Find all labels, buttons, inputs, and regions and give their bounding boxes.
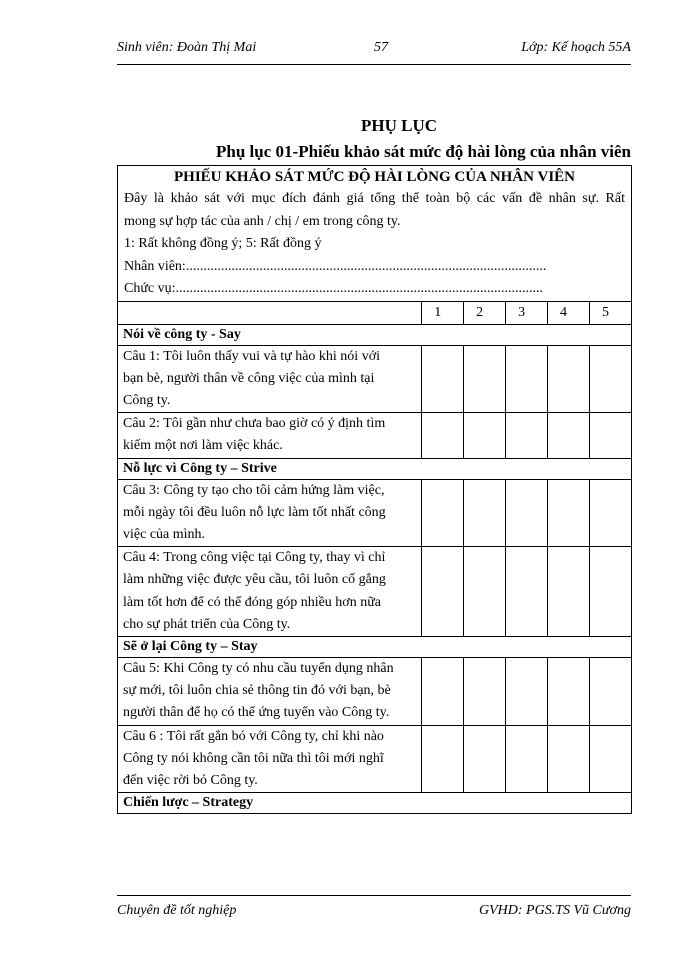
- question-3-text: [118, 479, 422, 547]
- rating-cell-q3-3[interactable]: [506, 479, 548, 547]
- question-text-line: cho sự phát triển của Công ty.: [123, 616, 291, 632]
- rating-cell-q1-4[interactable]: [548, 345, 590, 413]
- rating-cell-q6-5[interactable]: [589, 725, 631, 793]
- employee-name-field[interactable]: Nhân viên:.......................................................................................................: [124, 258, 547, 274]
- survey-intro-row: [118, 166, 632, 302]
- rating-cell-q5-5[interactable]: [589, 657, 631, 725]
- rating-cell-q6-1[interactable]: [422, 725, 464, 793]
- appendix-subtitle: Phụ lục 01-Phiếu khảo sát mức độ hài lòng của nhân viên: [216, 142, 631, 161]
- section-row: [118, 636, 632, 657]
- rating-cell-q2-2[interactable]: [464, 413, 506, 458]
- question-text-line: kiếm một nơi làm việc khác.: [123, 438, 283, 454]
- question-text-line: Câu 3: Công ty tạo cho tôi cảm hứng làm việc,: [123, 482, 385, 498]
- rating-cell-q4-3[interactable]: [506, 547, 548, 637]
- question-text-line: việc của mình.: [123, 526, 206, 542]
- page-footer: [117, 903, 631, 923]
- question-row: [118, 725, 632, 793]
- section-heading: Sẽ ở lại Công ty – Stay: [118, 636, 632, 657]
- rating-cell-q2-1[interactable]: [422, 413, 464, 458]
- question-1-text: [118, 345, 422, 413]
- page-number: 57: [374, 40, 388, 55]
- question-text-line: Câu 6 : Tôi rất gắn bó với Công ty, chỉ khi nào: [123, 728, 384, 744]
- survey-heading: PHIẾU KHẢO SÁT MỨC ĐỘ HÀI LÒNG CỦA NHÂN VIÊN: [173, 169, 575, 185]
- scale-header-1: 1: [422, 301, 464, 324]
- rating-cell-q4-2[interactable]: [464, 547, 506, 637]
- appendix-title: PHỤ LỤC: [360, 116, 438, 135]
- question-row: [118, 479, 632, 547]
- question-4-text: [118, 547, 422, 637]
- question-row: [118, 657, 632, 725]
- question-6-text: [118, 725, 422, 793]
- question-text-line: làm tốt hơn để có thể đóng góp nhiều hơn nữa: [123, 594, 382, 610]
- rating-cell-q5-4[interactable]: [548, 657, 590, 725]
- scale-header-5: 5: [589, 301, 631, 324]
- scale-header-3: 3: [506, 301, 548, 324]
- rating-cell-q1-5[interactable]: [589, 345, 631, 413]
- section-row: [118, 324, 632, 345]
- intro-text-line-2: mong sự hợp tác của anh / chị / em trong công ty.: [124, 213, 401, 229]
- scale-header-blank: [118, 301, 422, 324]
- supervisor-label: GVHD: PGS.TS Vũ Cương: [479, 903, 631, 918]
- rating-cell-q6-2[interactable]: [464, 725, 506, 793]
- section-heading: Nỗ lực vì Công ty – Strive: [118, 458, 632, 479]
- question-text-line: sự mới, tôi luôn chia sẻ thông tin đó với bạn, bè: [123, 683, 391, 699]
- section-row: [118, 793, 632, 814]
- rating-cell-q2-4[interactable]: [548, 413, 590, 458]
- class-name: Lớp: Kế hoạch 55A: [521, 40, 631, 55]
- question-text-line: làm những việc được yêu cầu, tôi luôn cố gắng: [123, 572, 386, 588]
- survey-table: [117, 165, 632, 814]
- section-heading: Nói về công ty - Say: [118, 324, 632, 345]
- question-text-line: Công ty.: [123, 392, 171, 408]
- question-row: [118, 413, 632, 458]
- rating-cell-q6-4[interactable]: [548, 725, 590, 793]
- rating-cell-q1-1[interactable]: [422, 345, 464, 413]
- rating-cell-q1-2[interactable]: [464, 345, 506, 413]
- rating-cell-q3-2[interactable]: [464, 479, 506, 547]
- rating-cell-q5-3[interactable]: [506, 657, 548, 725]
- rating-cell-q5-1[interactable]: [422, 657, 464, 725]
- rating-cell-q2-5[interactable]: [589, 413, 631, 458]
- rating-cell-q5-2[interactable]: [464, 657, 506, 725]
- scale-header-row: [118, 301, 632, 324]
- rating-cell-q2-3[interactable]: [506, 413, 548, 458]
- intro-text-line-1: Đây là khảo sát với mục đích đánh giá tổng thể toàn bộ các vấn đề nhân sự. Rất: [124, 191, 625, 206]
- question-5-text: [118, 657, 422, 725]
- rating-cell-q1-3[interactable]: [506, 345, 548, 413]
- student-name: Sinh viên: Đoàn Thị Mai: [117, 40, 257, 55]
- rating-cell-q3-4[interactable]: [548, 479, 590, 547]
- question-text-line: đến việc rời bỏ Công ty.: [123, 772, 258, 788]
- scale-header-4: 4: [548, 301, 590, 324]
- rating-cell-q4-5[interactable]: [589, 547, 631, 637]
- question-2-text: [118, 413, 422, 458]
- rating-scale-note: 1: Rất không đồng ý; 5: Rất đồng ý: [124, 236, 322, 251]
- header-divider: [117, 64, 631, 65]
- rating-cell-q4-4[interactable]: [548, 547, 590, 637]
- footer-divider: [117, 895, 631, 896]
- page-header: [117, 40, 631, 60]
- rating-cell-q3-5[interactable]: [589, 479, 631, 547]
- thesis-label: Chuyên đề tốt nghiệp: [117, 903, 237, 918]
- section-row: [118, 458, 632, 479]
- question-text-line: Câu 5: Khi Công ty có nhu cầu tuyển dụng nhân: [123, 660, 394, 676]
- question-text-line: Công ty nói không cần tôi nữa thì tôi mới nghĩ: [123, 750, 384, 766]
- scale-header-2: 2: [464, 301, 506, 324]
- question-text-line: Câu 1: Tôi luôn thấy vui và tự hào khi nói với: [123, 348, 380, 364]
- question-text-line: mỗi ngày tôi đều luôn nỗ lực làm tốt nhất công: [123, 504, 386, 520]
- rating-cell-q3-1[interactable]: [422, 479, 464, 547]
- question-text-line: người thân để họ có thể ứng tuyển vào Công ty.: [123, 705, 390, 721]
- position-field[interactable]: Chức vụ:.........................................................................................................: [124, 281, 544, 296]
- section-heading: Chiến lược – Strategy: [118, 793, 632, 814]
- question-row: [118, 345, 632, 413]
- question-text-line: bạn bè, người thân về công việc của mình tại: [123, 370, 375, 386]
- question-text-line: Câu 4: Trong công việc tại Công ty, thay vì chỉ: [123, 550, 386, 566]
- rating-cell-q4-1[interactable]: [422, 547, 464, 637]
- question-row: [118, 547, 632, 637]
- question-text-line: Câu 2: Tôi gần như chưa bao giờ có ý định tìm: [123, 416, 386, 432]
- survey-intro: [118, 166, 632, 302]
- rating-cell-q6-3[interactable]: [506, 725, 548, 793]
